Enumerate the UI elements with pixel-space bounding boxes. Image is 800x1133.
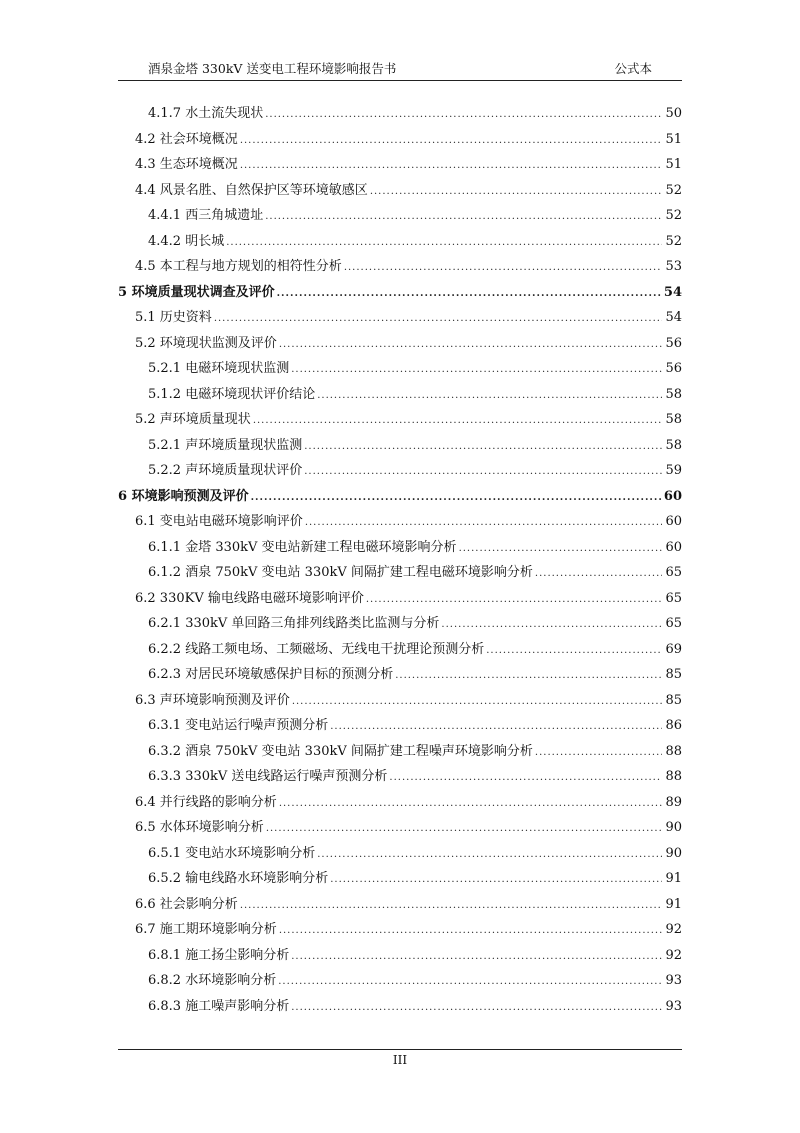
- toc-entry[interactable]: [118, 637, 682, 663]
- toc-entry-title: 6.3.1 变电站运行噪声预测分析: [148, 718, 329, 733]
- page-header: [118, 60, 682, 78]
- toc-dot-leader: [317, 383, 662, 409]
- toc-entry-title: 5.2.1 声环境质量现状监测: [148, 437, 303, 453]
- toc-dot-leader: [277, 281, 662, 307]
- toc-entry-title: 6.8.3 施工噪声影响分析: [148, 998, 290, 1014]
- toc-dot-leader: [292, 689, 662, 715]
- toc-entry[interactable]: [118, 458, 682, 484]
- toc-entry[interactable]: [118, 841, 682, 867]
- toc-entry-page: 52: [665, 182, 682, 198]
- toc-entry-title: 6.3.3 330kV 送电线路运行噪声预测分析: [148, 769, 388, 784]
- toc-entry-title: 4.2 社会环境概况: [135, 131, 238, 147]
- toc-entry[interactable]: [118, 535, 682, 561]
- header-divider: [118, 80, 682, 81]
- toc-entry-title: 6.1 变电站电磁环境影响评价: [135, 514, 303, 529]
- toc-entry[interactable]: [118, 152, 682, 178]
- toc-dot-leader: [535, 561, 662, 587]
- toc-entry-page: 69: [665, 641, 682, 657]
- toc-entry-page: 54: [663, 284, 682, 300]
- toc-entry-title: 5.2.1 电磁环境现状监测: [148, 361, 290, 376]
- toc-dot-leader: [226, 230, 662, 256]
- toc-entry-title: 4.3 生态环境概况: [135, 157, 238, 172]
- toc-entry-page: 60: [665, 539, 682, 555]
- toc-entry[interactable]: [118, 280, 682, 306]
- toc-entry-title: 6.1.1 金塔 330kV 变电站新建工程电磁环境影响分析: [148, 539, 457, 555]
- toc-entry[interactable]: [118, 127, 682, 153]
- toc-dot-leader: [317, 842, 662, 868]
- toc-entry-title: 6.4 并行线路的影响分析: [135, 794, 277, 810]
- toc-dot-leader: [535, 740, 662, 766]
- toc-dot-leader: [330, 714, 662, 740]
- table-of-contents: [118, 101, 682, 1019]
- toc-entry-title: 5.2.2 声环境质量现状评价: [148, 463, 303, 478]
- toc-entry[interactable]: [118, 764, 682, 790]
- toc-entry-page: 60: [665, 514, 682, 529]
- toc-entry[interactable]: [118, 943, 682, 969]
- toc-entry-title: 5.1 历史资料: [135, 310, 212, 325]
- toc-entry-page: 90: [665, 845, 682, 861]
- toc-dot-leader: [291, 944, 662, 970]
- toc-entry[interactable]: [118, 790, 682, 816]
- toc-entry-page: 89: [665, 794, 682, 810]
- toc-entry-page: 93: [665, 973, 682, 988]
- toc-entry[interactable]: [118, 229, 682, 255]
- toc-dot-leader: [370, 179, 662, 205]
- toc-entry-title: 5.2 环境现状监测及评价: [135, 335, 277, 351]
- toc-entry-title: 6.2.3 对居民环境敏感保护目标的预测分析: [148, 667, 394, 682]
- toc-entry-title: 6.2 330KV 输电线路电磁环境影响评价: [135, 590, 364, 606]
- toc-entry-page: 92: [665, 922, 682, 937]
- toc-entry-page: 85: [665, 667, 682, 682]
- toc-entry[interactable]: [118, 611, 682, 637]
- toc-dot-leader: [291, 357, 662, 383]
- toc-dot-leader: [265, 102, 662, 128]
- toc-entry-page: 90: [665, 820, 682, 835]
- toc-dot-leader: [265, 204, 662, 230]
- toc-entry-title: 6.8.2 水环境影响分析: [148, 973, 277, 988]
- toc-dot-leader: [291, 995, 662, 1021]
- toc-dot-leader: [389, 765, 662, 791]
- toc-entry-page: 56: [665, 335, 682, 351]
- toc-entry-title: 5.1.2 电磁环境现状评价结论: [148, 386, 316, 402]
- toc-entry-page: 59: [665, 463, 682, 478]
- toc-entry-page: 85: [665, 692, 682, 708]
- toc-entry-page: 65: [665, 565, 682, 580]
- toc-entry[interactable]: [118, 560, 682, 586]
- toc-dot-leader: [279, 918, 662, 944]
- toc-dot-leader: [251, 485, 662, 511]
- toc-dot-leader: [278, 969, 662, 995]
- toc-entry-title: 6.3.2 酒泉 750kV 变电站 330kV 间隔扩建工程噪声环境影响分析: [148, 743, 533, 759]
- toc-entry-title: 6.1.2 酒泉 750kV 变电站 330kV 间隔扩建工程电磁环境影响分析: [148, 565, 533, 580]
- toc-entry[interactable]: [118, 662, 682, 688]
- toc-entry[interactable]: [118, 356, 682, 382]
- toc-entry[interactable]: [118, 305, 682, 331]
- toc-dot-leader: [214, 306, 662, 332]
- toc-dot-leader: [240, 153, 662, 179]
- toc-entry-page: 58: [665, 386, 682, 402]
- toc-entry[interactable]: [118, 917, 682, 943]
- toc-entry-page: 86: [665, 718, 682, 733]
- toc-entry-title: 6.3 声环境影响预测及评价: [135, 692, 290, 708]
- toc-dot-leader: [305, 510, 662, 536]
- toc-entry-page: 93: [665, 998, 682, 1014]
- toc-dot-leader: [279, 791, 662, 817]
- toc-dot-leader: [279, 332, 662, 358]
- toc-dot-leader: [330, 867, 662, 893]
- toc-entry-title: 6.2.2 线路工频电场、工频磁场、无线电干扰理论预测分析: [148, 641, 485, 657]
- toc-entry-page: 52: [665, 208, 682, 223]
- document-title: 酒泉金塔 330kV 送变电工程环境影响报告书: [148, 61, 397, 76]
- page-number: III: [392, 1053, 408, 1067]
- toc-dot-leader: [253, 408, 662, 434]
- toc-entry[interactable]: [118, 203, 682, 229]
- toc-entry-page: 91: [665, 871, 682, 886]
- toc-dot-leader: [304, 459, 662, 485]
- toc-entry-title: 5 环境质量现状调查及评价: [118, 284, 275, 300]
- toc-entry-page: 91: [665, 896, 682, 912]
- toc-entry-title: 6.5.1 变电站水环境影响分析: [148, 845, 316, 861]
- toc-entry-title: 5.2 声环境质量现状: [135, 412, 251, 427]
- toc-entry[interactable]: [118, 892, 682, 918]
- toc-entry-title: 6.6 社会影响分析: [135, 896, 238, 912]
- toc-entry[interactable]: [118, 688, 682, 714]
- toc-entry-page: 50: [665, 106, 682, 121]
- toc-entry-title: 6.5 水体环境影响分析: [135, 820, 264, 835]
- toc-entry[interactable]: [118, 382, 682, 408]
- toc-entry[interactable]: [118, 509, 682, 535]
- toc-entry[interactable]: [118, 101, 682, 127]
- toc-entry-title: 6.7 施工期环境影响分析: [135, 922, 277, 937]
- toc-entry[interactable]: [118, 484, 682, 510]
- toc-dot-leader: [486, 638, 662, 664]
- toc-entry-page: 58: [665, 437, 682, 453]
- toc-dot-leader: [240, 893, 662, 919]
- footer-divider: [118, 1049, 682, 1050]
- toc-entry-page: 52: [665, 233, 682, 249]
- toc-entry[interactable]: [118, 254, 682, 280]
- toc-entry-title: 4.1.7 水土流失现状: [148, 106, 264, 121]
- toc-entry[interactable]: [118, 433, 682, 459]
- toc-entry-title: 6.8.1 施工扬尘影响分析: [148, 947, 290, 963]
- toc-entry-page: 88: [665, 769, 682, 784]
- document-edition: 公式本: [614, 61, 652, 76]
- toc-entry-page: 53: [665, 259, 682, 274]
- toc-entry-title: 6.2.1 330kV 单回路三角排列线路类比监测与分析: [148, 616, 440, 631]
- toc-dot-leader: [459, 536, 662, 562]
- toc-entry-title: 6.5.2 输电线路水环境影响分析: [148, 871, 329, 886]
- toc-dot-leader: [304, 434, 662, 460]
- toc-entry-page: 51: [665, 157, 682, 172]
- toc-dot-leader: [441, 612, 662, 638]
- toc-entry[interactable]: [118, 407, 682, 433]
- toc-entry-page: 65: [665, 590, 682, 606]
- toc-dot-leader: [395, 663, 662, 689]
- toc-entry[interactable]: [118, 815, 682, 841]
- toc-entry-title: 4.5 本工程与地方规划的相符性分析: [135, 259, 342, 274]
- toc-entry-page: 54: [665, 310, 682, 325]
- toc-entry-page: 65: [665, 616, 682, 631]
- toc-entry-title: 4.4.2 明长城: [148, 233, 225, 249]
- toc-entry[interactable]: [118, 866, 682, 892]
- toc-dot-leader: [266, 816, 662, 842]
- toc-entry[interactable]: [118, 968, 682, 994]
- toc-entry-title: 4.4 风景名胜、自然保护区等环境敏感区: [135, 182, 368, 198]
- toc-entry-page: 58: [665, 412, 682, 427]
- toc-entry-title: 6 环境影响预测及评价: [118, 488, 249, 504]
- toc-dot-leader: [366, 587, 662, 613]
- toc-dot-leader: [240, 128, 662, 154]
- toc-entry-page: 56: [665, 361, 682, 376]
- toc-entry-page: 51: [665, 131, 682, 147]
- toc-entry[interactable]: [118, 331, 682, 357]
- toc-entry-title: 4.4.1 西三角城遗址: [148, 208, 264, 223]
- toc-entry[interactable]: [118, 586, 682, 612]
- toc-entry-page: 88: [665, 743, 682, 759]
- toc-dot-leader: [344, 255, 662, 281]
- toc-entry[interactable]: [118, 994, 682, 1020]
- toc-entry[interactable]: [118, 178, 682, 204]
- toc-entry[interactable]: [118, 713, 682, 739]
- toc-entry[interactable]: [118, 739, 682, 765]
- toc-entry-page: 92: [665, 947, 682, 963]
- toc-entry-page: 60: [663, 488, 682, 504]
